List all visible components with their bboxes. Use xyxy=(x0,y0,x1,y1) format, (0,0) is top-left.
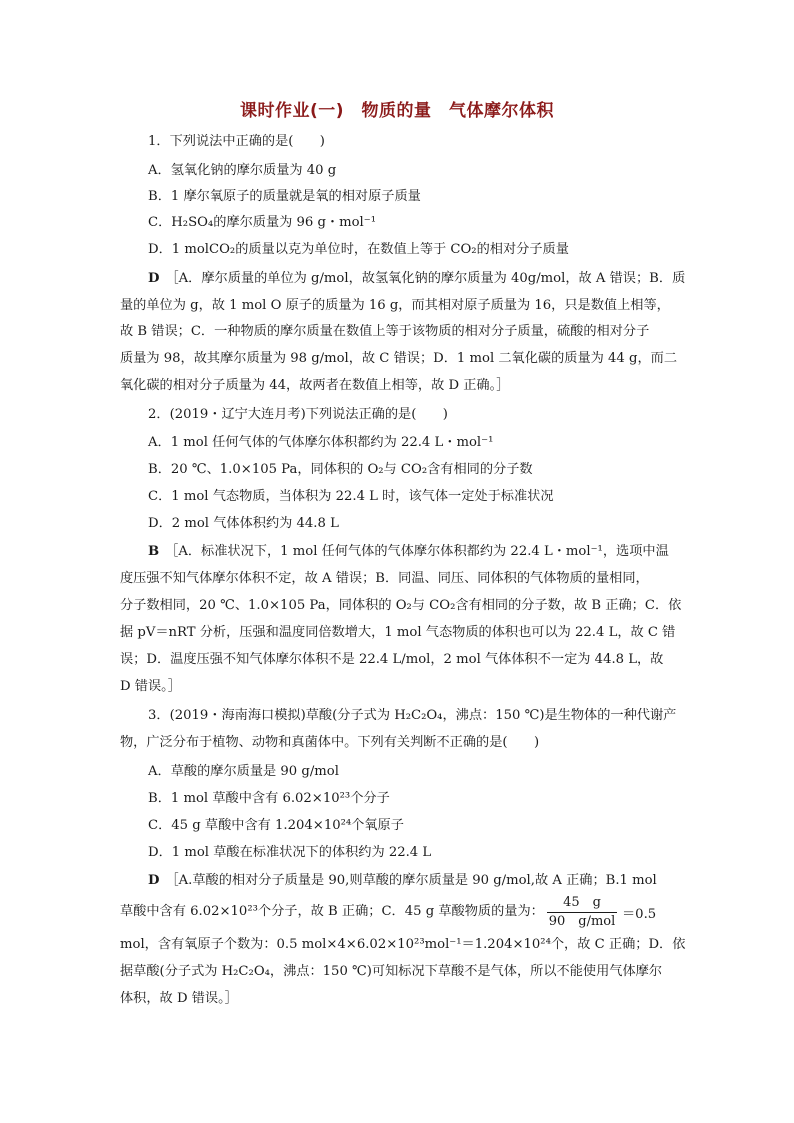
q3-answer-line xyxy=(148,872,657,890)
q1-option-b: B．1 摩尔氧原子的质量就是氧的相对原子质量 xyxy=(148,189,421,204)
q2-option-a: A．1 mol 任何气体的气体摩尔体积都约为 22.4 L・mol⁻¹ xyxy=(148,435,494,450)
fraction-result: ＝0.5 xyxy=(622,907,657,922)
q2-answer-line xyxy=(148,543,669,561)
q2-answer-line: 误；D．温度压强不知气体摩尔体积不是 22.4 L/mol，2 mol 气体体积不一定为 44.8 L，故 xyxy=(120,652,664,667)
q1-answer-line: 氧化碳的相对分子质量为 44，故两者在数值上相等，故 D 正确。］ xyxy=(120,378,510,393)
q3-answer-line: 体积，故 D 错误。］ xyxy=(120,991,238,1006)
q2-answer-letter: B xyxy=(148,544,160,559)
q3-answer-line: mol，含有氧原子个数为：0.5 mol×4×6.02×10²³mol⁻¹＝1.204×10²⁴个，故 C 正确；D．依 xyxy=(120,937,686,952)
q3-option-b: B．1 mol 草酸中含有 6.02×10²³个分子 xyxy=(148,791,390,806)
q1-answer-line xyxy=(148,270,685,288)
q1-answer-line: 故 B 错误；C．一种物质的摩尔质量在数值上等于该物质的相对分子质量，硫酸的相对分子 xyxy=(120,324,650,339)
q1-answer-line: 量的单位为 g，故 1 mol O 原子的质量为 16 g，而其相对原子质量为 16，只是数值上相等， xyxy=(120,298,670,313)
q2-answer-line: 分子数相同，20 ℃、1.0×105 Pa，同体积的 O₂与 CO₂含有相同的分子数，故 B 正确；C．依 xyxy=(120,598,682,613)
q3-option-d: D．1 mol 草酸在标准状况下的体积约为 22.4 L xyxy=(148,845,432,860)
q1-option-c: C．H₂SO₄的摩尔质量为 96 g・mol⁻¹ xyxy=(148,215,377,230)
q3-answer-line: 据草酸(分子式为 H₂C₂O₄，沸点：150 ℃)可知标况下草酸不是气体，所以不能使用气体摩尔 xyxy=(120,964,663,979)
q1-answer-letter: D xyxy=(148,271,160,286)
fraction-numerator: 45 g xyxy=(563,895,601,910)
q1-option-a: A．氢氧化钠的摩尔质量为 40 g xyxy=(148,163,337,178)
fraction xyxy=(545,894,619,931)
q1-option-d: D．1 molCO₂的质量以克为单位时，在数值上等于 CO₂的相对分子质量 xyxy=(148,242,569,257)
q2-option-c: C．1 mol 气态物质，当体积为 22.4 L 时，该气体一定处于标准状况 xyxy=(148,489,554,504)
q3-answer-text: ［A.草酸的相对分子质量是 90,则草酸的摩尔质量是 90 g/mol,故 A 正确；B.1 mol xyxy=(165,873,657,888)
q2-answer-line: D 错误。］ xyxy=(120,679,181,694)
q1-stem: 1．下列说法中正确的是( ) xyxy=(148,134,325,149)
q3-option-a: A．草酸的摩尔质量是 90 g/mol xyxy=(148,764,339,779)
fraction-denominator: 90 g/mol xyxy=(548,914,616,929)
q2-option-d: D．2 mol 气体体积约为 44.8 L xyxy=(148,516,339,531)
q1-answer-line: 质量为 98，故其摩尔质量为 98 g/mol，故 C 错误；D．1 mol 二氧化碳的质量为 44 g，而二 xyxy=(120,351,678,366)
q3-option-c: C．45 g 草酸中含有 1.204×10²⁴个氧原子 xyxy=(148,818,404,833)
q1-answer-text: ［A．摩尔质量的单位为 g/mol，故氢氧化钠的摩尔质量为 40g/mol，故 A 错误；B．质 xyxy=(165,271,686,286)
q2-answer-text: ［A．标准状况下，1 mol 任何气体的气体摩尔体积都约为 22.4 L・mol⁻¹，选项中温 xyxy=(165,544,669,559)
page-title: 课时作业(一) 物质的量 气体摩尔体积 xyxy=(239,101,555,121)
q3-answer-line: 草酸中含有 6.02×10²³个分子，故 B 正确；C．45 g 草酸物质的量为： xyxy=(120,904,544,919)
q2-answer-line: 据 pV＝nRT 分析，压强和温度同倍数增大，1 mol 气态物质的体积也可以为 22.4 L，故 C 错 xyxy=(120,625,676,640)
q2-answer-line: 度压强不知气体摩尔体积不定，故 A 错误；B．同温、同压、同体积的气体物质的量相同， xyxy=(120,571,649,586)
q3-answer-letter: D xyxy=(148,873,160,888)
q3-stem: 3．(2019・海南海口模拟)草酸(分子式为 H₂C₂O₄，沸点：150 ℃)是生物体的一种代谢产 xyxy=(148,708,677,723)
q3-stem: 物，广泛分布于植物、动物和真菌体中。下列有关判断不正确的是( ) xyxy=(120,735,540,750)
q2-stem: 2．(2019・辽宁大连月考)下列说法正确的是( ) xyxy=(148,407,448,422)
q2-option-b: B．20 ℃、1.0×105 Pa，同体积的 O₂与 CO₂含有相同的分子数 xyxy=(148,462,533,477)
